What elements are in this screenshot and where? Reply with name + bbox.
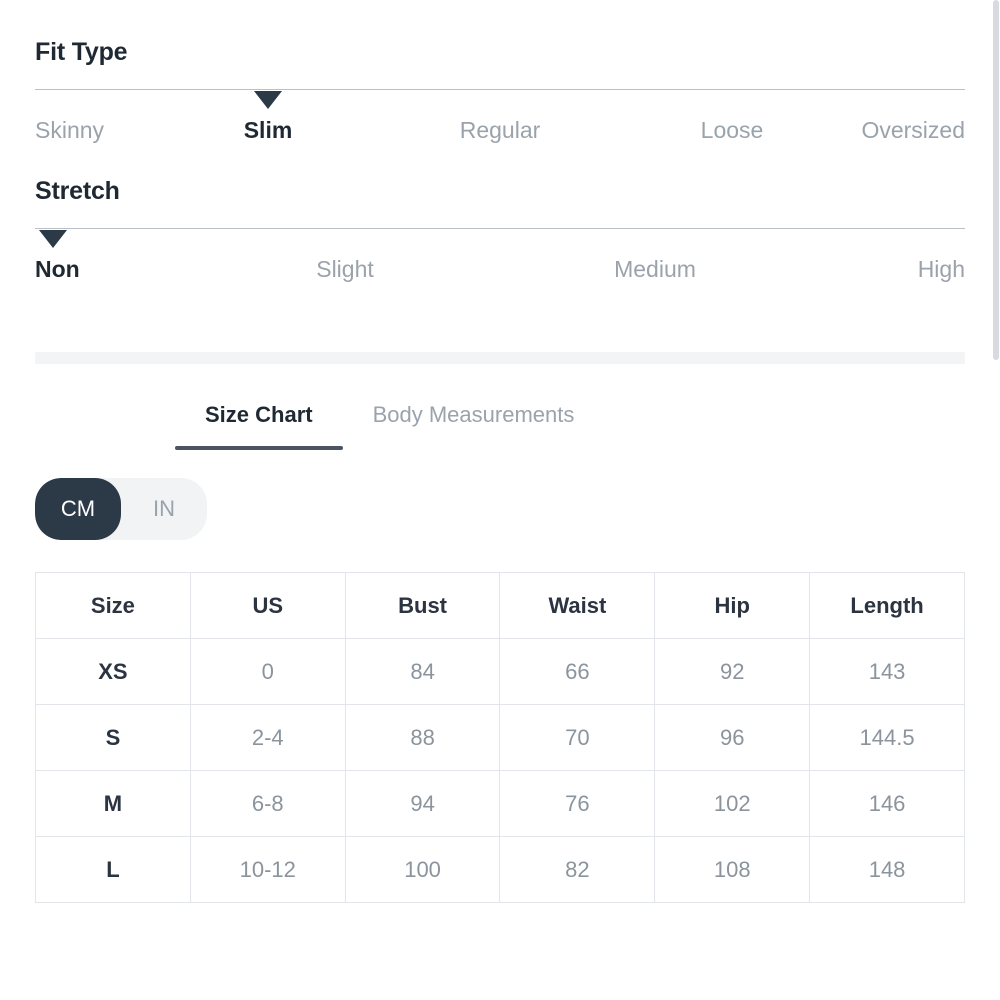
table-row [36, 771, 965, 837]
cell-size: S [36, 705, 191, 771]
stretch-track-line [35, 228, 965, 229]
stretch-option-non[interactable]: Non [35, 256, 80, 282]
cell-length: 148 [810, 837, 965, 903]
cell-waist: 76 [500, 771, 655, 837]
table-header-waist: Waist [500, 573, 655, 639]
scrollbar-thumb[interactable] [993, 0, 999, 360]
cell-bust: 94 [345, 771, 500, 837]
fit-type-track-line [35, 89, 965, 90]
table-header-us: US [190, 573, 345, 639]
attribute-fit-type [35, 0, 965, 157]
table-header-bust: Bust [345, 573, 500, 639]
cell-us: 6-8 [190, 771, 345, 837]
stretch-option-slight[interactable]: Slight [316, 256, 374, 282]
cell-size: M [36, 771, 191, 837]
stretch-scale-labels [35, 256, 965, 296]
unit-option-in[interactable]: IN [153, 496, 175, 521]
stretch-option-high[interactable]: High [917, 256, 965, 282]
tab-size-chart[interactable]: Size Chart [175, 388, 343, 450]
cell-us: 10-12 [190, 837, 345, 903]
fit-type-slider-track[interactable] [35, 89, 965, 95]
fit-type-scale-labels [35, 117, 965, 157]
stretch-marker-icon [39, 230, 67, 248]
fit-type-option-skinny[interactable]: Skinny [35, 117, 105, 143]
size-guide-tabs [35, 388, 965, 450]
cell-bust: 88 [345, 705, 500, 771]
stretch-option-medium[interactable]: Medium [614, 256, 696, 282]
table-row [36, 639, 965, 705]
cell-length: 143 [810, 639, 965, 705]
attribute-title-stretch: Stretch [35, 177, 120, 205]
cell-length: 146 [810, 771, 965, 837]
table-header-row [36, 573, 965, 639]
cell-bust: 100 [345, 837, 500, 903]
fit-type-option-oversized[interactable]: Oversized [861, 117, 965, 143]
cell-length: 144.5 [810, 705, 965, 771]
cell-waist: 82 [500, 837, 655, 903]
cell-hip: 96 [655, 705, 810, 771]
table-header-length: Length [810, 573, 965, 639]
table-row [36, 705, 965, 771]
cell-size: L [36, 837, 191, 903]
page-scrollbar[interactable] [992, 0, 1000, 1000]
stretch-slider-track[interactable] [35, 228, 965, 234]
section-divider [35, 352, 965, 364]
fit-type-marker-icon [254, 91, 282, 109]
fit-type-option-regular[interactable]: Regular [459, 117, 541, 143]
cell-us: 2-4 [190, 705, 345, 771]
cell-size: XS [36, 639, 191, 705]
table-header-size: Size [36, 573, 191, 639]
cell-waist: 70 [500, 705, 655, 771]
size-chart-table [35, 572, 965, 903]
cell-hip: 108 [655, 837, 810, 903]
table-header-hip: Hip [655, 573, 810, 639]
attribute-stretch [35, 139, 965, 296]
attribute-title-fit-type: Fit Type [35, 38, 128, 66]
fit-type-option-slim[interactable]: Slim [243, 117, 293, 143]
fit-type-option-loose[interactable]: Loose [700, 117, 764, 143]
cell-us: 0 [190, 639, 345, 705]
unit-option-cm[interactable]: CM [35, 478, 121, 540]
unit-toggle[interactable] [35, 478, 207, 540]
tab-body-measurements[interactable]: Body Measurements [372, 402, 575, 427]
cell-hip: 92 [655, 639, 810, 705]
cell-hip: 102 [655, 771, 810, 837]
cell-bust: 84 [345, 639, 500, 705]
table-row [36, 837, 965, 903]
cell-waist: 66 [500, 639, 655, 705]
